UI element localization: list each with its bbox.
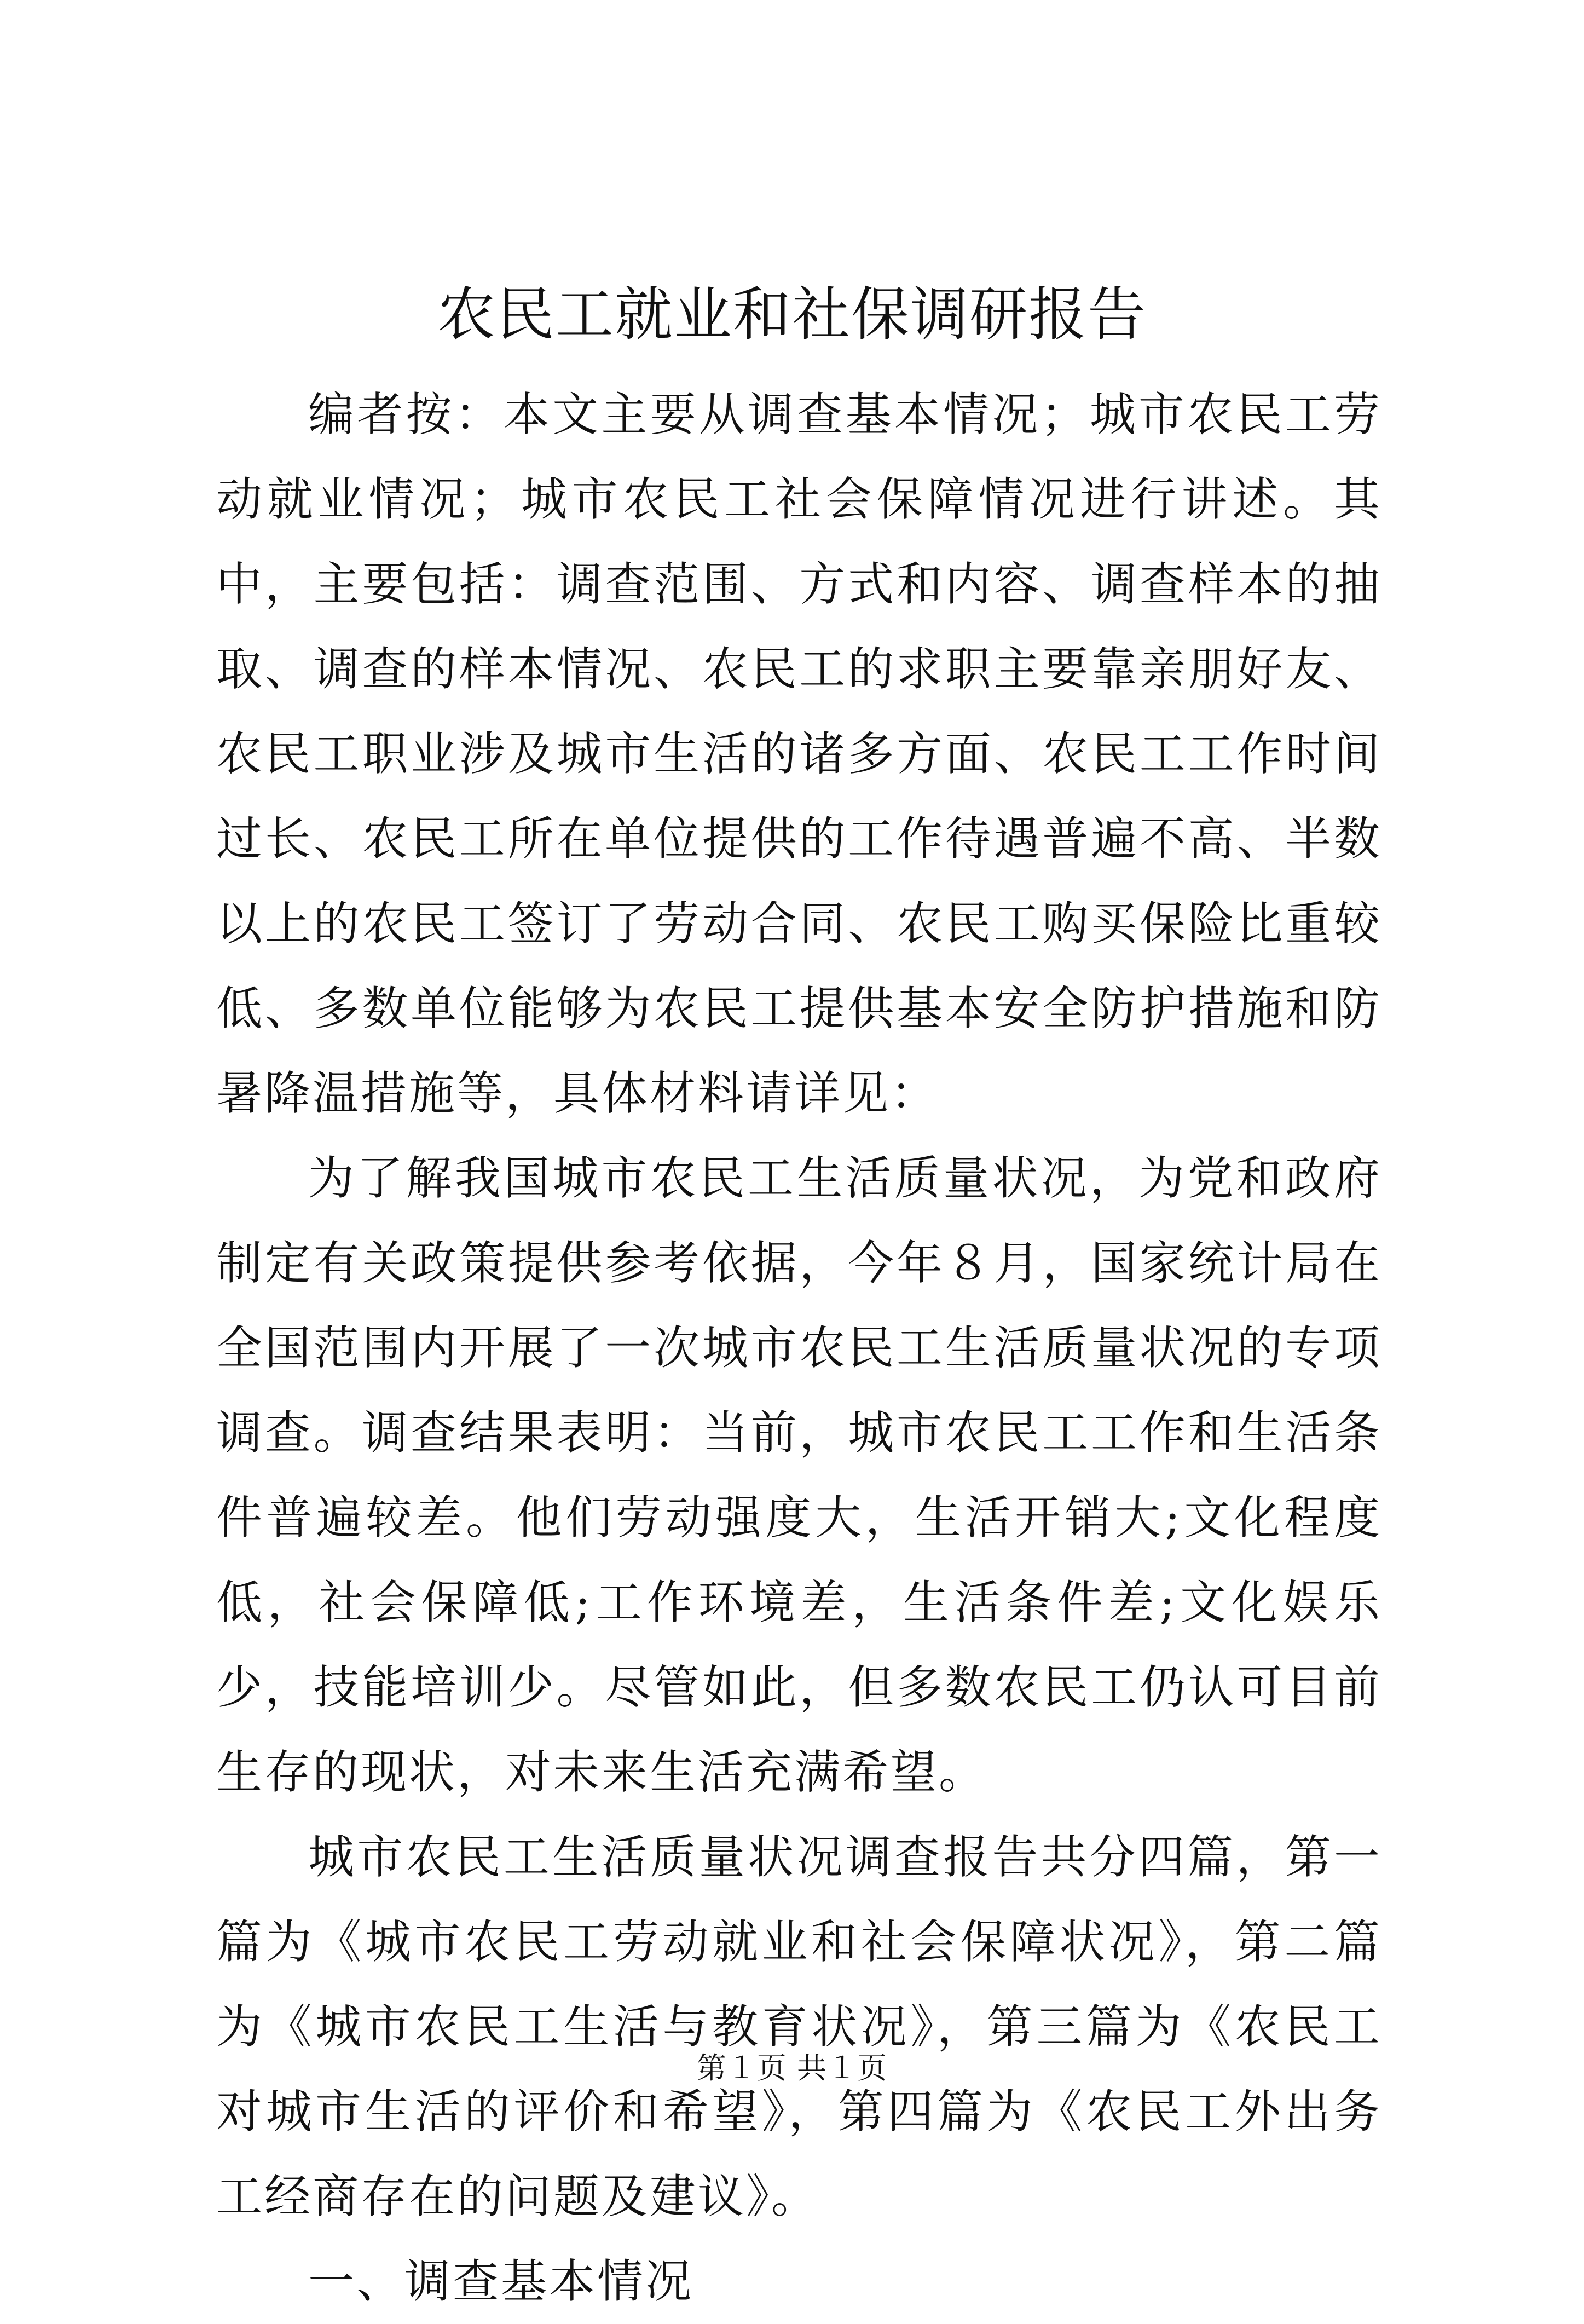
- report-structure-paragraph: 城市农民工生活质量状况调查报告共分四篇，第一篇为《城市农民工劳动就业和社会保障状况》，第二篇为《城市农民工生活与教育状况》，第三篇为《农民工对城市生活的评价和希望》，第四篇为《农民工外出务工经商存在的问题及建议》。: [216, 1830, 1382, 2223]
- document-body: [216, 372, 1382, 2324]
- section-heading: 一、调查基本情况: [308, 2254, 694, 2308]
- document-title: 农民工就业和社保调研报告: [437, 281, 1147, 348]
- survey-intro-paragraph: 为了解我国城市农民工生活质量状况，为党和政府制定有关政策提供参考依据，今年８月，国家统计局在全国范围内开展了一次城市农民工生活质量状况的专项调查。调查结果表明：当前，城市农民工工作和生活条件普遍较差。他们劳动强度大，生活开销大;文化程度低，社会保障低;工作环境差，生活条件差;文化娱乐少，技能培训少。尽管如此，但多数农民工仍认可目前生存的现状，对未来生活充满希望。: [216, 1151, 1382, 1799]
- editor-note-paragraph: 编者按：本文主要从调查基本情况；城市农民工劳动就业情况；城市农民工社会保障情况进行讲述。其中，主要包括：调查范围、方式和内容、调查样本的抽取、调查的样本情况、农民工的求职主要靠亲朋好友、农民工职业涉及城市生活的诸多方面、农民工工作时间过长、农民工所在单位提供的工作待遇普遍不高、半数以上的农民工签订了劳动合同、农民工购买保险比重较低、多数单位能够为农民工提供基本安全防护措施和防暑降温措施等，具体材料请详见：: [216, 388, 1382, 1120]
- page-footer: 第１页 共１页: [696, 2051, 888, 2085]
